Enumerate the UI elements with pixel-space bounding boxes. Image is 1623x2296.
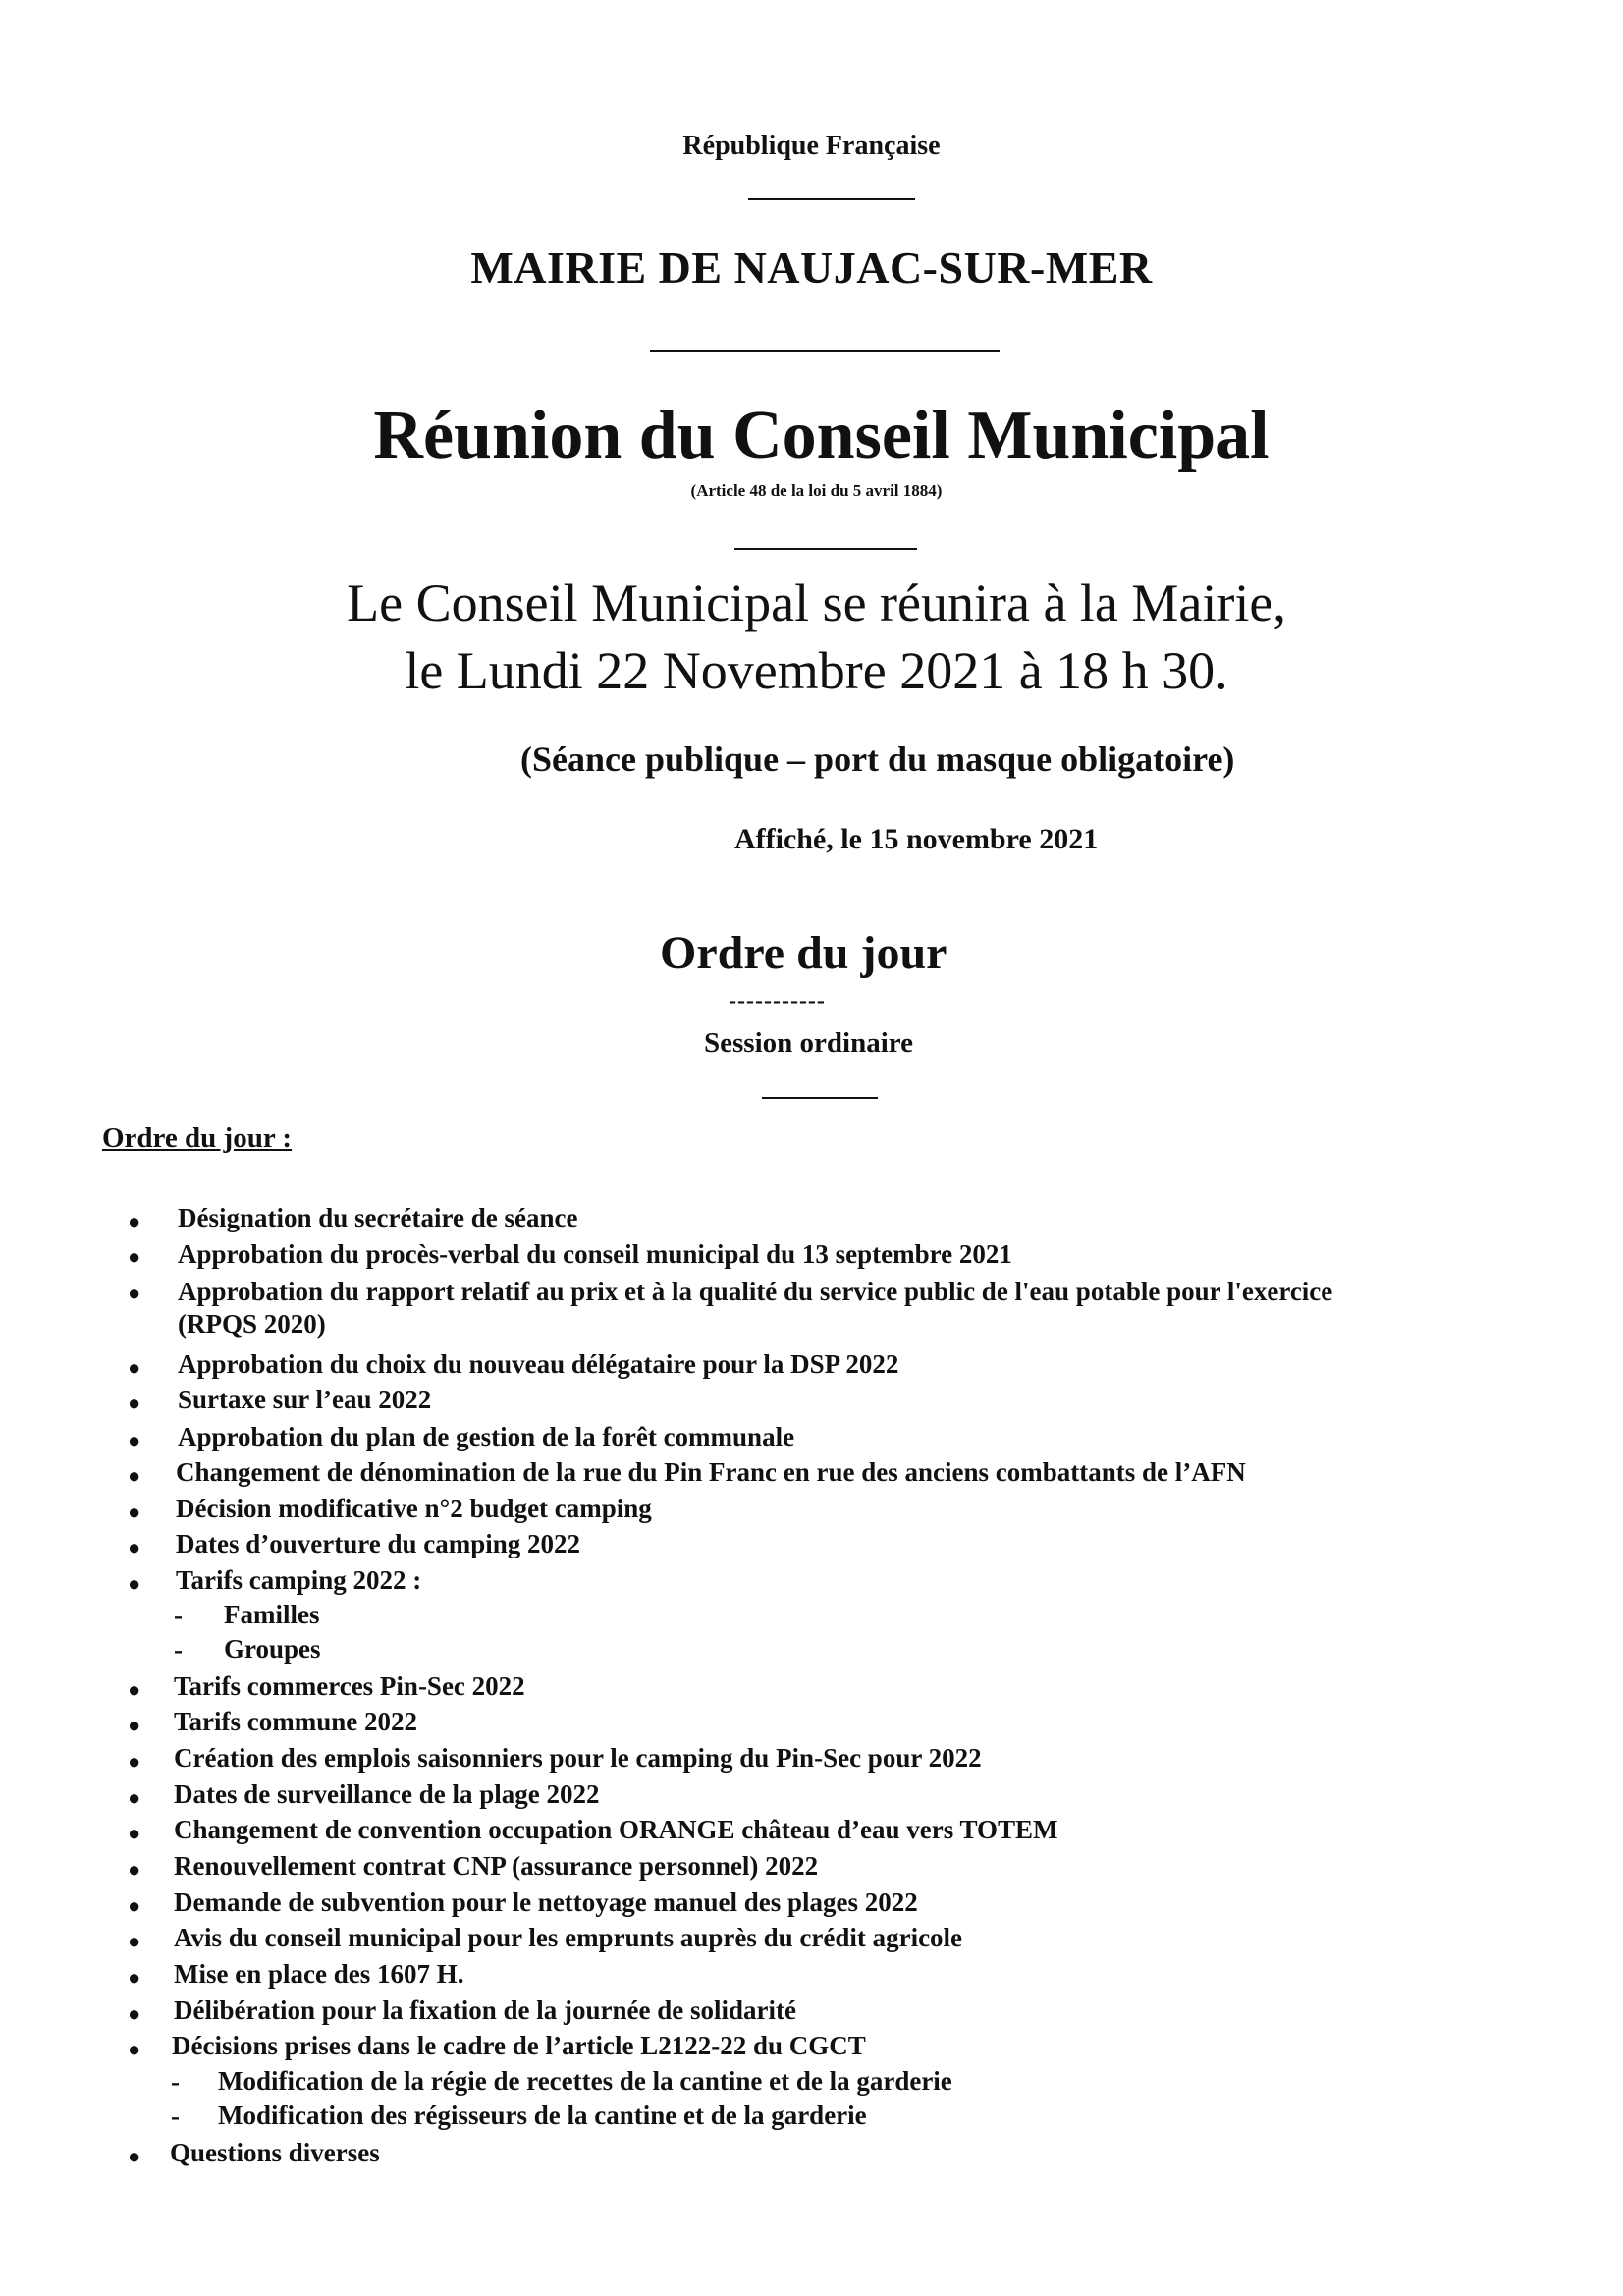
convocation-line-1: Le Conseil Municipal se réunira à la Mairie, bbox=[347, 574, 1286, 632]
sub-item-dash: - bbox=[174, 1635, 183, 1665]
bullet-icon: ● bbox=[128, 1857, 141, 1882]
mairie-heading: MAIRIE DE NAUJAC-SUR-MER bbox=[470, 243, 1153, 293]
bullet-icon: ● bbox=[128, 1571, 141, 1596]
list-item: Approbation du rapport relatif au prix et à la qualité du service public de l'eau potable pour l'exercice bbox=[178, 1277, 1333, 1306]
list-item: Tarifs camping 2022 : bbox=[176, 1565, 422, 1595]
divider bbox=[762, 1097, 878, 1099]
bullet-icon: ● bbox=[128, 2001, 141, 2026]
list-item: Changement de convention occupation ORANGE château d’eau vers TOTEM bbox=[174, 1815, 1058, 1844]
bullet-icon: ● bbox=[128, 1821, 141, 1845]
republic-heading: République Française bbox=[682, 131, 941, 161]
session-note: (Séance publique – port du masque obligatoire) bbox=[520, 739, 1235, 779]
dash-separator: ----------- bbox=[729, 988, 826, 1013]
bullet-icon: ● bbox=[128, 1785, 141, 1810]
list-item: Surtaxe sur l’eau 2022 bbox=[178, 1385, 432, 1414]
bullet-icon: ● bbox=[128, 1281, 141, 1305]
sub-list-item: Modification des régisseurs de la cantine et de la garderie bbox=[218, 2101, 867, 2130]
sub-item-dash: - bbox=[171, 2067, 180, 2097]
list-item: Dates de surveillance de la plage 2022 bbox=[174, 1779, 600, 1809]
list-item: Approbation du choix du nouveau délégataire pour la DSP 2022 bbox=[178, 1349, 899, 1379]
convocation-line-2: le Lundi 22 Novembre 2021 à 18 h 30. bbox=[405, 641, 1228, 700]
list-item: Tarifs commerces Pin-Sec 2022 bbox=[174, 1671, 525, 1701]
bullet-icon: ● bbox=[128, 1355, 141, 1380]
sub-list-item: Familles bbox=[224, 1600, 320, 1629]
law-reference: (Article 48 de la loi du 5 avril 1884) bbox=[690, 481, 943, 500]
list-item: Décisions prises dans le cadre de l’article L2122-22 du CGCT bbox=[172, 2031, 866, 2060]
list-item: Création des emplois saisonniers pour le camping du Pin-Sec pour 2022 bbox=[174, 1743, 982, 1773]
bullet-icon: ● bbox=[128, 1463, 141, 1488]
divider bbox=[734, 548, 917, 550]
bullet-icon: ● bbox=[128, 1749, 141, 1774]
bullet-icon: ● bbox=[128, 1965, 141, 1990]
list-item: Renouvellement contrat CNP (assurance personnel) 2022 bbox=[174, 1851, 819, 1881]
list-item: Mise en place des 1607 H. bbox=[174, 1959, 464, 1989]
list-item: Décision modificative n°2 budget camping bbox=[176, 1494, 652, 1523]
list-item: Délibération pour la fixation de la journée de solidarité bbox=[174, 1995, 796, 2025]
list-item: Demande de subvention pour le nettoyage manuel des plages 2022 bbox=[174, 1887, 918, 1917]
bullet-icon: ● bbox=[128, 2037, 141, 2061]
bullet-icon: ● bbox=[128, 1929, 141, 1953]
sub-item-dash: - bbox=[171, 2102, 180, 2131]
session-type: Session ordinaire bbox=[704, 1027, 913, 1059]
bullet-icon: ● bbox=[128, 1209, 141, 1233]
list-item: Tarifs commune 2022 bbox=[174, 1707, 417, 1736]
posting-date: Affiché, le 15 novembre 2021 bbox=[734, 823, 1099, 855]
bullet-icon: ● bbox=[128, 1677, 141, 1702]
list-item: Dates d’ouverture du camping 2022 bbox=[176, 1529, 581, 1558]
list-item: Approbation du procès-verbal du conseil municipal du 13 septembre 2021 bbox=[178, 1239, 1012, 1269]
sub-list-item: Modification de la régie de recettes de la cantine et de la garderie bbox=[218, 2066, 952, 2096]
bullet-icon: ● bbox=[128, 1893, 141, 1918]
list-item-continuation: (RPQS 2020) bbox=[178, 1309, 326, 1339]
bullet-icon: ● bbox=[128, 2144, 141, 2168]
bullet-icon: ● bbox=[128, 1428, 141, 1452]
list-item: Changement de dénomination de la rue du Pin Franc en rue des anciens combattants de l’AFN bbox=[176, 1457, 1246, 1487]
bullet-icon: ● bbox=[128, 1713, 141, 1737]
divider bbox=[748, 198, 915, 200]
bullet-icon: ● bbox=[128, 1500, 141, 1524]
bullet-icon: ● bbox=[128, 1244, 141, 1269]
list-item: Questions diverses bbox=[170, 2138, 380, 2167]
divider bbox=[650, 350, 1000, 352]
bullet-icon: ● bbox=[128, 1535, 141, 1559]
agenda-label: Ordre du jour : bbox=[102, 1122, 293, 1154]
sub-item-dash: - bbox=[174, 1601, 183, 1630]
list-item: Désignation du secrétaire de séance bbox=[178, 1203, 578, 1232]
list-item: Avis du conseil municipal pour les emprunts auprès du crédit agricole bbox=[174, 1923, 963, 1952]
list-item: Approbation du plan de gestion de la forêt communale bbox=[178, 1422, 795, 1451]
sub-list-item: Groupes bbox=[224, 1634, 321, 1664]
agenda-heading: Ordre du jour bbox=[660, 927, 947, 979]
meeting-title: Réunion du Conseil Municipal bbox=[373, 398, 1270, 473]
bullet-icon: ● bbox=[128, 1391, 141, 1415]
